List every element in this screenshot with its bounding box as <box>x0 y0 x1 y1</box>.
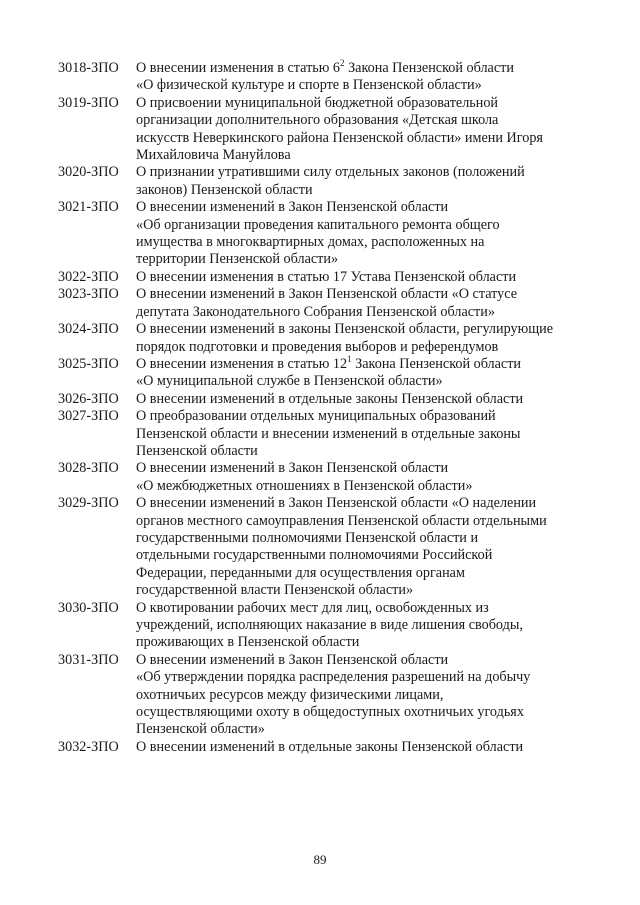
title-text: Пензенской области и внесении изменений в отдельные законы <box>136 425 521 442</box>
law-title <box>136 164 588 199</box>
law-title <box>136 408 588 460</box>
law-title-line <box>136 565 588 582</box>
law-number: 3032-ЗПО <box>58 738 119 755</box>
law-title-line <box>136 77 588 94</box>
law-title <box>136 652 588 739</box>
law-title <box>136 353 588 391</box>
page-number: 89 <box>313 852 327 867</box>
title-text: «Об организации проведения капитального ремонта общего <box>136 216 500 233</box>
law-entry <box>58 600 588 652</box>
title-text: О внесении изменений в Закон Пензенской области «О статусе <box>136 286 518 303</box>
law-title-line <box>136 321 588 338</box>
law-entry <box>58 60 588 95</box>
law-title-line <box>136 547 588 564</box>
title-text: территории Пензенской области» <box>136 251 339 268</box>
law-entry <box>58 739 588 756</box>
law-title-line <box>136 182 588 199</box>
law-title-line <box>136 652 588 669</box>
law-number: 3018-ЗПО <box>58 60 119 76</box>
title-text: имущества в многоквартирных домах, расположенных на <box>136 234 485 251</box>
law-title-line <box>136 704 588 721</box>
title-text: отдельными государственными полномочиями Российской <box>136 547 493 564</box>
title-text: О внесении изменения в статью 6 <box>136 60 341 76</box>
law-entry <box>58 353 588 391</box>
title-text: Пензенской области» <box>136 721 265 738</box>
law-list <box>58 60 588 756</box>
law-entry <box>58 391 588 408</box>
law-title-line <box>136 373 588 390</box>
title-text: «Об утверждении порядка распределения разрешений на добычу <box>136 669 531 686</box>
title-text: О внесении изменений в Закон Пензенской области <box>136 651 449 668</box>
title-text: О внесении изменений в Закон Пензенской области <box>136 199 449 216</box>
law-title-line <box>136 408 588 425</box>
title-text: проживающих в Пензенской области <box>136 634 360 651</box>
law-title-line <box>136 251 588 268</box>
law-entry <box>58 460 588 495</box>
law-title-line <box>136 582 588 599</box>
law-title <box>136 495 588 599</box>
law-number: 3031-ЗПО <box>58 651 119 668</box>
title-text: организации дополнительного образования «Детская школа <box>136 112 499 129</box>
law-entry <box>58 199 588 269</box>
law-title-line <box>136 164 588 181</box>
title-text: О присвоении муниципальной бюджетной образовательной <box>136 94 499 111</box>
law-title <box>136 269 588 286</box>
title-text: О внесении изменений в Закон Пензенской области «О наделении <box>136 495 537 512</box>
title-text: О внесении изменений в отдельные законы Пензенской области <box>136 738 524 755</box>
law-title-line <box>136 199 588 216</box>
law-number: 3019-ЗПО <box>58 94 119 111</box>
title-text-continued: Закона Пензенской области <box>351 355 522 372</box>
superscript-index: 2 <box>340 58 345 68</box>
law-title-line <box>136 530 588 547</box>
law-title-line <box>136 217 588 234</box>
law-title-line <box>136 634 588 651</box>
law-title <box>136 199 588 269</box>
law-number: 3028-ЗПО <box>58 460 119 477</box>
law-entry <box>58 652 588 739</box>
title-text: «О физической культуре и спорте в Пензенской области» <box>136 77 482 94</box>
title-text: О признании утратившими силу отдельных законов (положений <box>136 164 525 181</box>
law-title-line <box>136 339 588 356</box>
law-title-line <box>136 687 588 704</box>
title-text: органов местного самоуправления Пензенской области отдельными <box>136 512 547 529</box>
title-text: Пензенской области <box>136 442 258 459</box>
law-number: 3026-ЗПО <box>58 390 119 407</box>
law-number: 3022-ЗПО <box>58 268 119 285</box>
law-entry <box>58 269 588 286</box>
law-entry <box>58 495 588 599</box>
title-text: О преобразовании отдельных муниципальных образований <box>136 408 496 425</box>
title-text: охотничьих ресурсов между физическими лицами, <box>136 686 444 703</box>
law-number: 3020-ЗПО <box>58 164 119 181</box>
law-title-line <box>136 234 588 251</box>
law-number: 3021-ЗПО <box>58 199 119 216</box>
title-text: государственной власти Пензенской области» <box>136 582 414 599</box>
law-title-line <box>136 304 588 321</box>
title-text: законов) Пензенской области <box>136 181 313 198</box>
law-title-line <box>136 130 588 147</box>
law-title <box>136 391 588 408</box>
law-number: 3029-ЗПО <box>58 495 119 512</box>
title-text: О внесении изменений в законы Пензенской области, регулирующие <box>136 321 554 338</box>
title-text: О квотировании рабочих мест для лиц, освобожденных из <box>136 599 489 616</box>
law-entry <box>58 286 588 321</box>
law-title-line <box>136 460 588 477</box>
title-text: порядок подготовки и проведения выборов и референдумов <box>136 338 499 355</box>
law-title-line <box>136 147 588 164</box>
law-title-line <box>136 617 588 634</box>
title-text: «О муниципальной службе в Пензенской области» <box>136 373 443 390</box>
superscript-index: 1 <box>347 353 352 364</box>
law-title-line <box>136 112 588 129</box>
title-text: осуществляющими охоту в общедоступных охотничьих угодьях <box>136 704 524 721</box>
law-title <box>136 460 588 495</box>
law-number: 3027-ЗПО <box>58 408 119 425</box>
law-title-line <box>136 286 588 303</box>
law-title <box>136 600 588 652</box>
law-title-line <box>136 495 588 512</box>
law-title <box>136 286 588 321</box>
law-title-line <box>136 391 588 408</box>
law-title-line <box>136 60 588 77</box>
title-text: государственными полномочиями Пензенской области и <box>136 529 479 546</box>
law-title-line <box>136 513 588 530</box>
title-text: учреждений, исполняющих наказание в виде лишения свободы, <box>136 617 523 633</box>
law-entry <box>58 95 588 165</box>
title-text: депутата Законодательного Собрания Пензенской области» <box>136 303 495 320</box>
law-number: 3030-ЗПО <box>58 599 119 616</box>
law-title-line <box>136 443 588 460</box>
law-title <box>136 739 588 756</box>
law-title-line <box>136 721 588 738</box>
law-title <box>136 60 588 95</box>
law-entry <box>58 164 588 199</box>
title-text: искусств Неверкинского района Пензенской области» имени Игоря <box>136 129 543 146</box>
title-text: Федерации, переданными для осуществления органам <box>136 564 465 581</box>
law-title-line <box>136 353 588 373</box>
law-number: 3025-ЗПО <box>58 355 119 372</box>
title-text: О внесении изменения в статью 12 <box>136 355 348 372</box>
law-entry <box>58 321 588 356</box>
law-title <box>136 95 588 165</box>
title-text: О внесении изменений в Закон Пензенской области <box>136 460 449 477</box>
law-entry <box>58 408 588 460</box>
title-text-continued: Закона Пензенской области <box>344 60 514 76</box>
law-title-line <box>136 600 588 617</box>
law-title-line <box>136 269 588 286</box>
title-text: «О межбюджетных отношениях в Пензенской области» <box>136 477 473 494</box>
title-text: О внесении изменений в отдельные законы Пензенской области <box>136 390 524 407</box>
law-title-line <box>136 478 588 495</box>
law-title-line <box>136 669 588 686</box>
law-number: 3024-ЗПО <box>58 321 119 338</box>
law-title-line <box>136 739 588 756</box>
law-title-line <box>136 95 588 112</box>
law-title-line <box>136 426 588 443</box>
law-title <box>136 321 588 356</box>
law-number: 3023-ЗПО <box>58 286 119 303</box>
title-text: О внесении изменения в статью 17 Устава Пензенской области <box>136 268 517 285</box>
title-text: Михайловича Мануйлова <box>136 147 291 164</box>
